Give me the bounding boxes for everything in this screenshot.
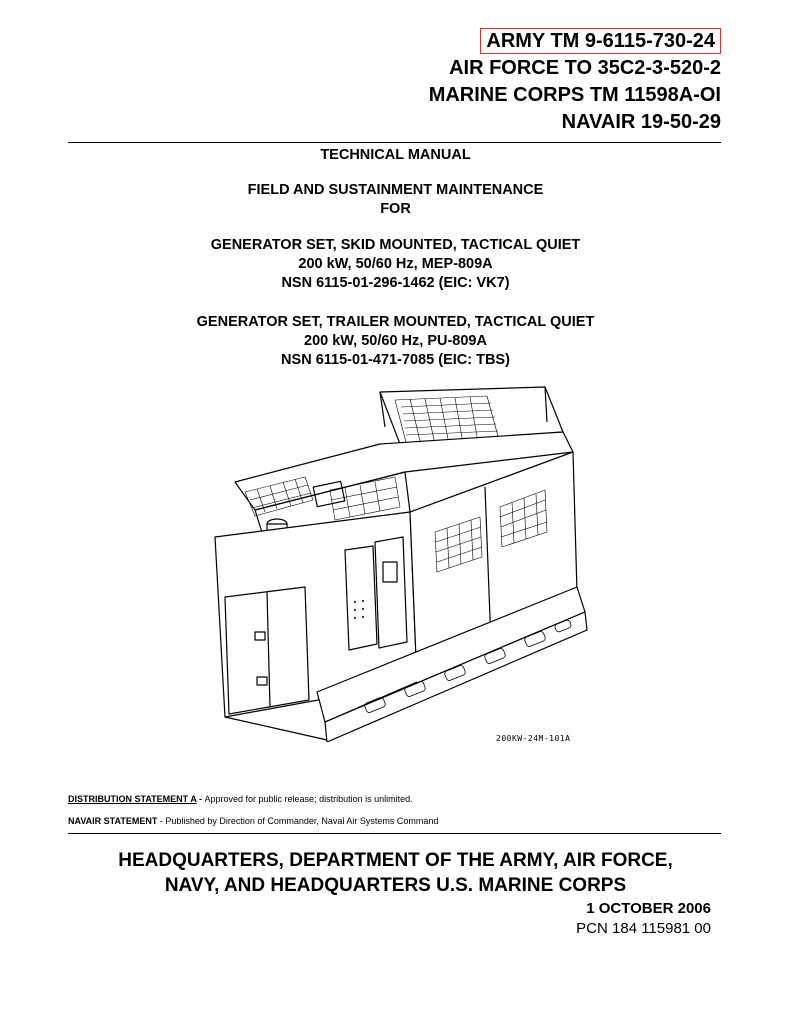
maintenance-level-line2: FOR bbox=[380, 201, 411, 217]
army-tm-number[interactable]: ARMY TM 9-6115-730-24 bbox=[480, 28, 721, 54]
equipment-nsn: NSN 6115-01-471-7085 (EIC: TBS) bbox=[281, 352, 510, 368]
distribution-statement-separator: - bbox=[196, 794, 205, 804]
headquarters-block bbox=[0, 848, 791, 898]
header-divider bbox=[68, 142, 721, 143]
air-force-to-number: AIR FORCE TO 35C2-3-520-2 bbox=[449, 57, 721, 79]
equipment-trailer-mounted bbox=[0, 313, 791, 370]
doc-type: TECHNICAL MANUAL bbox=[320, 147, 471, 163]
pcn-number: PCN 184 115981 00 bbox=[576, 920, 711, 937]
navair-statement bbox=[68, 815, 438, 827]
equipment-nsn: NSN 6115-01-296-1462 (EIC: VK7) bbox=[281, 275, 510, 291]
equipment-spec: 200 kW, 50/60 Hz, MEP-809A bbox=[298, 256, 493, 272]
navair-number: NAVAIR 19-50-29 bbox=[561, 111, 721, 133]
generator-set-illustration bbox=[195, 382, 605, 742]
headquarters-line1: HEADQUARTERS, DEPARTMENT OF THE ARMY, AIR FORCE, bbox=[118, 850, 673, 871]
distribution-statement bbox=[68, 793, 413, 805]
equipment-name: GENERATOR SET, TRAILER MOUNTED, TACTICAL QUIET bbox=[196, 314, 595, 330]
headquarters-line2: NAVY, AND HEADQUARTERS U.S. MARINE CORPS bbox=[164, 875, 627, 896]
publication-date: 1 OCTOBER 2006 bbox=[586, 900, 711, 917]
maintenance-level-line1: FIELD AND SUSTAINMENT MAINTENANCE bbox=[247, 182, 544, 198]
marine-corps-tm-number: MARINE CORPS TM 11598A-OI bbox=[428, 84, 721, 106]
maintenance-level bbox=[0, 181, 791, 219]
navair-statement-label: NAVAIR STATEMENT bbox=[68, 816, 158, 826]
distribution-statement-text: Approved for public release; distribution is unlimited. bbox=[204, 794, 413, 804]
footer-divider bbox=[68, 833, 721, 834]
equipment-spec: 200 kW, 50/60 Hz, PU-809A bbox=[304, 333, 487, 349]
navair-statement-text: Published by Direction of Commander, Naval Air Systems Command bbox=[165, 816, 439, 826]
navair-statement-separator: - bbox=[157, 816, 166, 826]
publication-numbers bbox=[429, 28, 721, 136]
equipment-name: GENERATOR SET, SKID MOUNTED, TACTICAL QUIET bbox=[210, 237, 581, 253]
equipment-skid-mounted bbox=[0, 236, 791, 293]
figure-id: 200KW-24M-101A bbox=[496, 734, 571, 743]
distribution-statement-label: DISTRIBUTION STATEMENT A bbox=[68, 794, 197, 804]
